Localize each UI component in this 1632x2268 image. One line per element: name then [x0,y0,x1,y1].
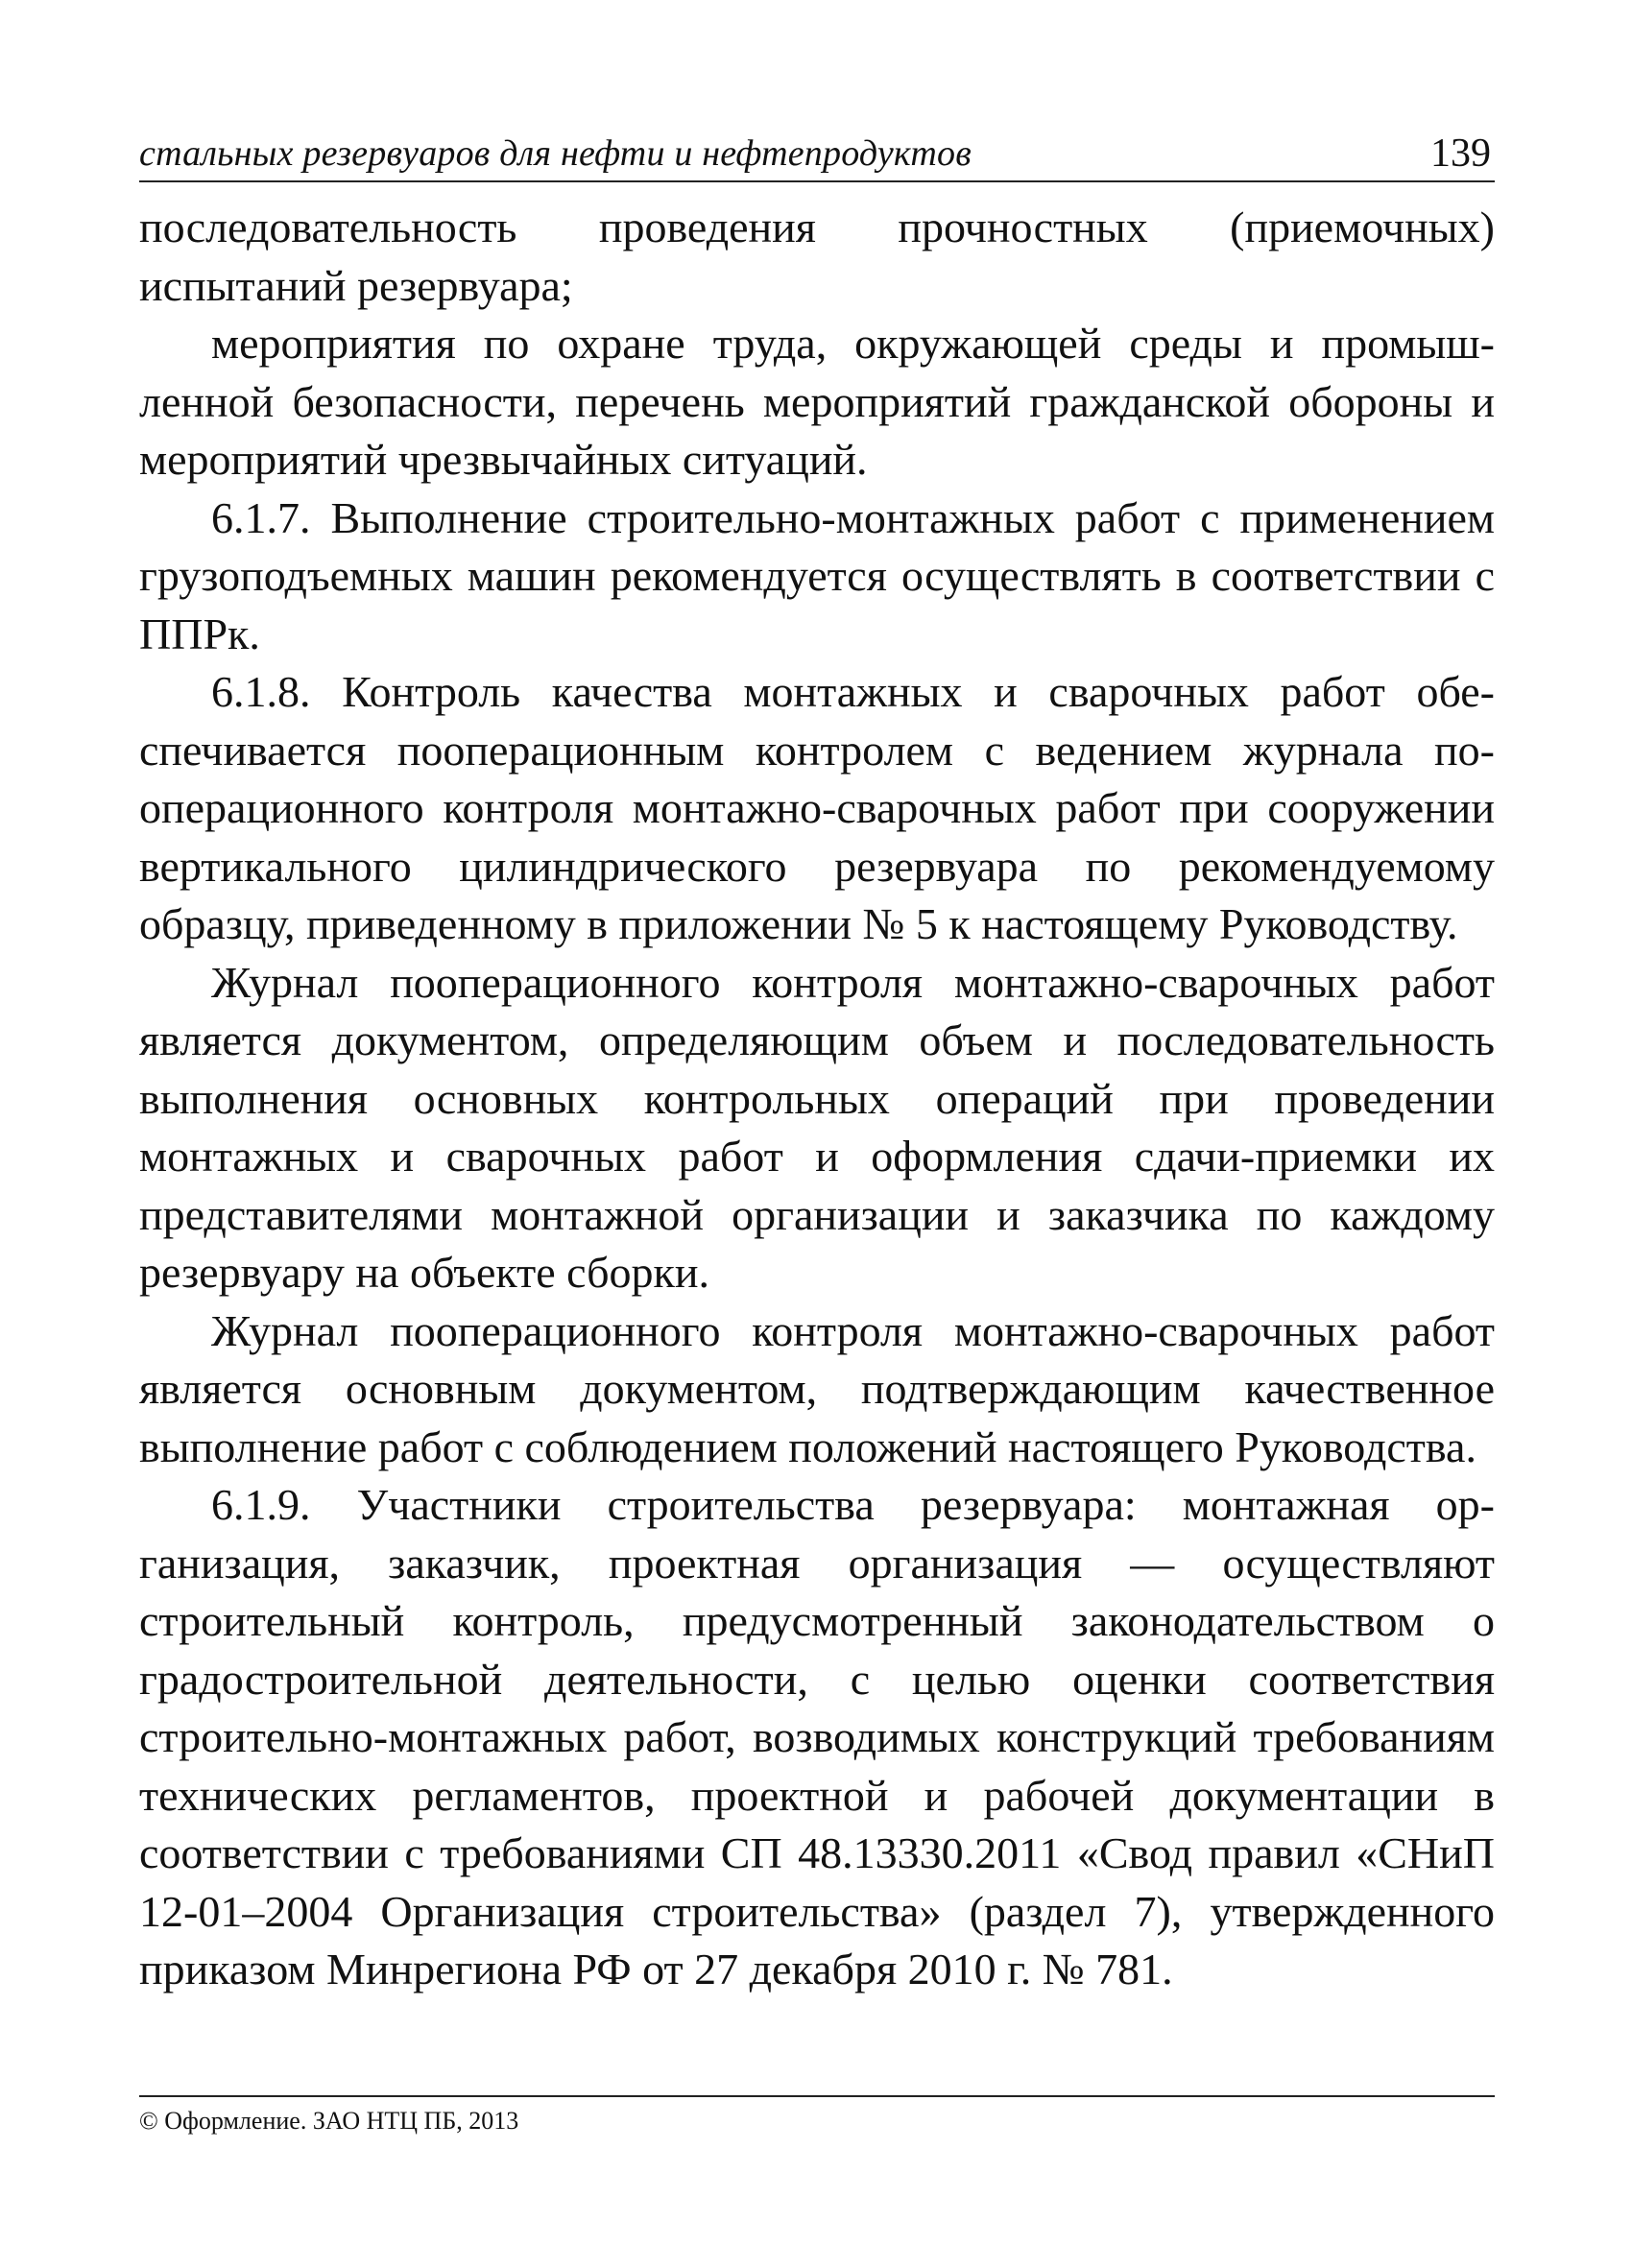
paragraph-6-1-7: 6.1.7. Выполнение строительно-монтажных работ с применением грузоподъемных машин рекомендуется осуществлять в соответствии с ППРк. [139,492,1495,658]
body-text [139,199,1495,1999]
paragraph-6-1-8: 6.1.8. Контроль качества монтажных и сварочных работ обеспечивается пооперационным контролем с ведением журнала пооперационного контроля монтажно-сварочных работ при сооружении вертикального цилиндрического резервуара по рекомендуемому образцу, приведенному в приложении № 5 к настоящему Руководству. [139,667,1495,948]
running-title: стальных резервуаров для нефти и нефтепродуктов [139,133,972,174]
running-head [139,123,1495,182]
page-number: 139 [1430,131,1491,176]
paragraph-continuation: последовательность проведения прочностных (приемочных) испытаний резервуара; [139,203,1495,310]
paragraph: мероприятия по охране труда, окружающей среды и промышленной безопасности, перечень мероприятий гражданской обороны и мероприятий чрезвычайных ситуаций. [139,319,1495,484]
paragraph: Журнал пооперационного контроля монтажно-сварочных работ является основным документом, подтверждающим качественное выполнение работ с соблюдением положений настоящего Руководства. [139,1305,1495,1471]
paragraph: Журнал пооперационного контроля монтажно-сварочных работ является документом, определяющим объем и последовательность выполнения основных контрольных операций при проведении монтажных и сварочных работ и оформления сдачи-приемки их представителями монтажной организации и заказчика по каждому резервуару на объекте сборки. [139,957,1495,1297]
copyright-note: © Оформление. ЗАО НТЦ ПБ, 2013 [139,2107,519,2135]
page-footer [139,2095,1495,2136]
paragraph-6-1-9: 6.1.9. Участники строительства резервуара: монтажная организация, заказчик, проектная организация — осуществляют строительный контроль, предусмотренный законодательством о градостроительной деятельности, с целью оценки соответствия строительно-монтажных работ, возводимых конструкций требованиям технических регламентов, проектной и рабочей документации в соответствии с требованиями СП 48.13330.2011 «Свод правил «СНиП 12-01–2004 Организация строительства» (раздел 7), утвержденного приказом Минрегиона РФ от 27 декабря 2010 г. № 781. [139,1480,1495,1993]
